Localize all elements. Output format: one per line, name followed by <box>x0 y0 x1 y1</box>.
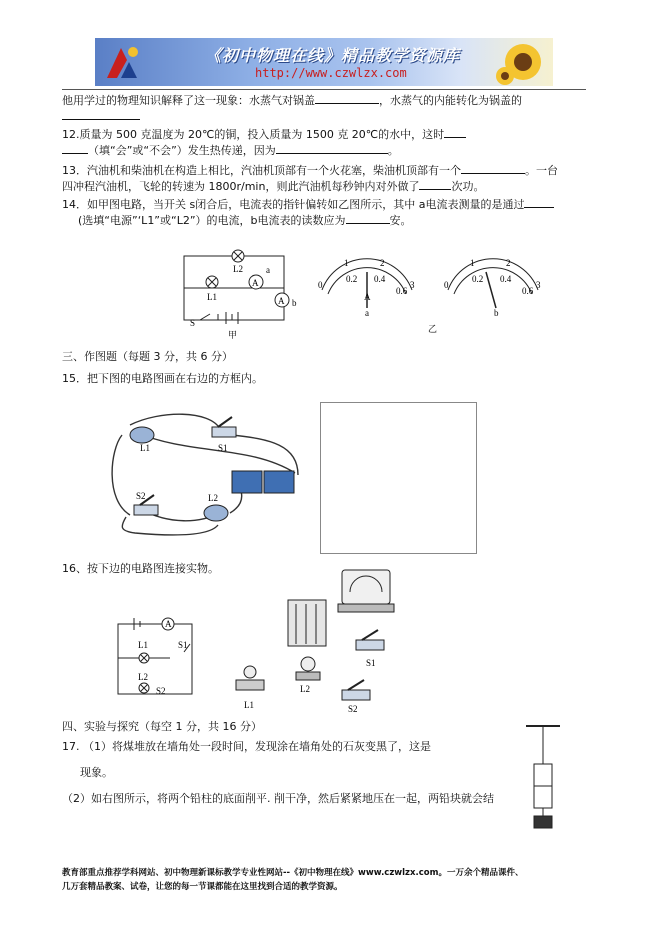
text-line-1: 他用学过的物理知识解释了这一现象：水蒸气对锅盖 ，水蒸气的内能转化为锅盖的 <box>62 94 522 107</box>
question-17-line-3: （2）如右图所示，将两个铅柱的底面削平. 削干净，然后紧紧地压在一起，两铅块就会结 <box>62 792 494 805</box>
banner-title: 《初中物理在线》精品教学资源库 <box>205 46 461 65</box>
answer-blank <box>346 212 390 224</box>
answer-blank <box>62 142 88 154</box>
question-13-line-2: 四冲程汽油机，飞轮的转速为 1800r/min，则此汽油机每秒钟内对外做了 次功。 <box>62 180 485 193</box>
svg-text:0.4: 0.4 <box>374 274 386 284</box>
ammeter-a-letter: A <box>252 278 259 288</box>
bulb-L1-icon <box>130 427 154 443</box>
svg-text:L2: L2 <box>300 684 310 694</box>
svg-text:S1: S1 <box>218 443 228 453</box>
circuit-diagram-jia <box>180 240 300 340</box>
svg-text:S2: S2 <box>156 686 166 696</box>
bulb-L2-icon <box>204 505 228 521</box>
battery-cell-icon <box>232 471 262 493</box>
dial-a-caption: a <box>365 308 369 318</box>
needle-b <box>486 272 496 308</box>
svg-text:L2: L2 <box>208 493 218 503</box>
label-L2: L2 <box>233 264 243 274</box>
svg-text:0.4: 0.4 <box>500 274 512 284</box>
sunflower-icon <box>493 40 553 86</box>
svg-text:A: A <box>364 292 371 302</box>
dial-b-caption: b <box>494 308 499 318</box>
header-banner <box>95 38 553 86</box>
svg-text:L1: L1 <box>138 640 148 650</box>
footer <box>62 866 607 894</box>
label-S: S <box>190 318 196 328</box>
svg-text:A: A <box>165 619 172 629</box>
svg-text:S1: S1 <box>366 658 376 668</box>
svg-text:S2: S2 <box>136 491 146 501</box>
label-yi: 乙 <box>428 325 438 335</box>
battery-box-icon <box>288 600 326 646</box>
question-14-line-1: 14．如甲图电路，当开关 s闭合后，电流表的指针偏转如乙图所示，其中 a电流表测量的是通过 <box>62 196 554 212</box>
circuit-diagram-16 <box>110 612 205 702</box>
banner-url: http://www.czwlzx.com <box>255 66 407 80</box>
svg-text:2: 2 <box>380 258 385 268</box>
svg-text:3: 3 <box>410 280 415 290</box>
footer-line-1: 教育部重点推荐学科网站、初中物理新课标教学专业性网站--《初中物理在线》www.czwlzx.com。一万余个精品课件、 <box>62 868 524 878</box>
svg-text:2: 2 <box>506 258 511 268</box>
question-15: 15．把下图的电路图画在右边的方框内。 <box>62 372 263 385</box>
question-13-line-1: 13．汽油机和柴油机在构造上相比，汽油机顶部有一个火花塞，柴油机顶部有一个 。一台 <box>62 164 558 177</box>
question-17-line-1: 17. （1）将煤堆放在墙角处一段时间，发现涂在墙角处的石灰变黑了，这是 <box>62 740 431 753</box>
label-jia: 甲 <box>228 330 238 340</box>
switch-S2-icon <box>134 505 158 515</box>
section-3-heading: 三、作图题（每题 3 分，共 6 分） <box>62 350 233 363</box>
bulb-L2-device-icon <box>301 657 315 671</box>
footer-line-2: 几万套精品教案、试卷，让您的每一节课都能在这里找到合适的教学资源。 <box>62 882 343 892</box>
label-b: b <box>292 298 297 308</box>
answer-blank <box>62 108 140 120</box>
label-L1: L1 <box>207 292 217 302</box>
physical-components-16 <box>232 562 402 712</box>
question-12-line-2: （填“会”或“不会”）发生热传递，因为 。 <box>62 142 399 158</box>
svg-text:3: 3 <box>536 280 541 290</box>
svg-text:L2: L2 <box>138 672 148 682</box>
svg-text:S2: S2 <box>348 704 358 712</box>
svg-text:S1: S1 <box>178 640 188 650</box>
battery-cell-icon <box>264 471 294 493</box>
svg-text:1: 1 <box>344 258 349 268</box>
section-4-heading: 四、实验与探究（每空 1 分，共 16 分） <box>62 720 262 733</box>
question-12-line-1: 12.质量为 500 克温度为 20℃的铜，投入质量为 1500 克 20℃的水中，这时 <box>62 126 466 142</box>
question-14-line-2: (选填“电源”‘L1”或“L2”）的电流，b电流表的读数应为 安。 <box>78 214 412 227</box>
answer-blank <box>276 142 388 154</box>
switch-S2-device-icon <box>342 690 370 700</box>
text-line-1-cont <box>62 108 140 124</box>
answer-blank <box>315 92 379 104</box>
question-17-line-2: 现象。 <box>80 766 113 779</box>
ammeter-device-icon <box>342 570 390 604</box>
site-logo-icon <box>103 42 143 82</box>
svg-text:L1: L1 <box>140 443 150 453</box>
svg-text:0.6: 0.6 <box>522 286 534 296</box>
answer-blank <box>461 162 525 174</box>
svg-text:L1: L1 <box>244 700 254 710</box>
ammeter-dial-a <box>312 250 422 320</box>
question-16: 16、按下边的电路图连接实物。 <box>62 562 219 575</box>
svg-text:0: 0 <box>318 280 323 290</box>
answer-drawing-box <box>320 402 477 554</box>
svg-text:0: 0 <box>444 280 449 290</box>
svg-text:0.2: 0.2 <box>346 274 358 284</box>
weight-icon <box>534 816 552 828</box>
answer-blank <box>419 178 451 190</box>
header-rule <box>62 89 586 90</box>
switch-S1-icon <box>212 427 236 437</box>
lead-cylinders-figure <box>520 722 566 834</box>
bulb-L1-device-icon <box>236 680 264 690</box>
physical-circuit-15 <box>100 405 305 540</box>
svg-text:1: 1 <box>470 258 475 268</box>
svg-text:0.2: 0.2 <box>472 274 484 284</box>
label-a: a <box>266 265 270 275</box>
svg-text:0.6: 0.6 <box>396 286 408 296</box>
ammeter-b-letter: A <box>278 296 285 306</box>
answer-blank <box>524 196 554 208</box>
switch-S1-device-icon <box>356 640 384 650</box>
ammeter-dial-b <box>438 250 548 320</box>
answer-blank <box>444 126 466 138</box>
